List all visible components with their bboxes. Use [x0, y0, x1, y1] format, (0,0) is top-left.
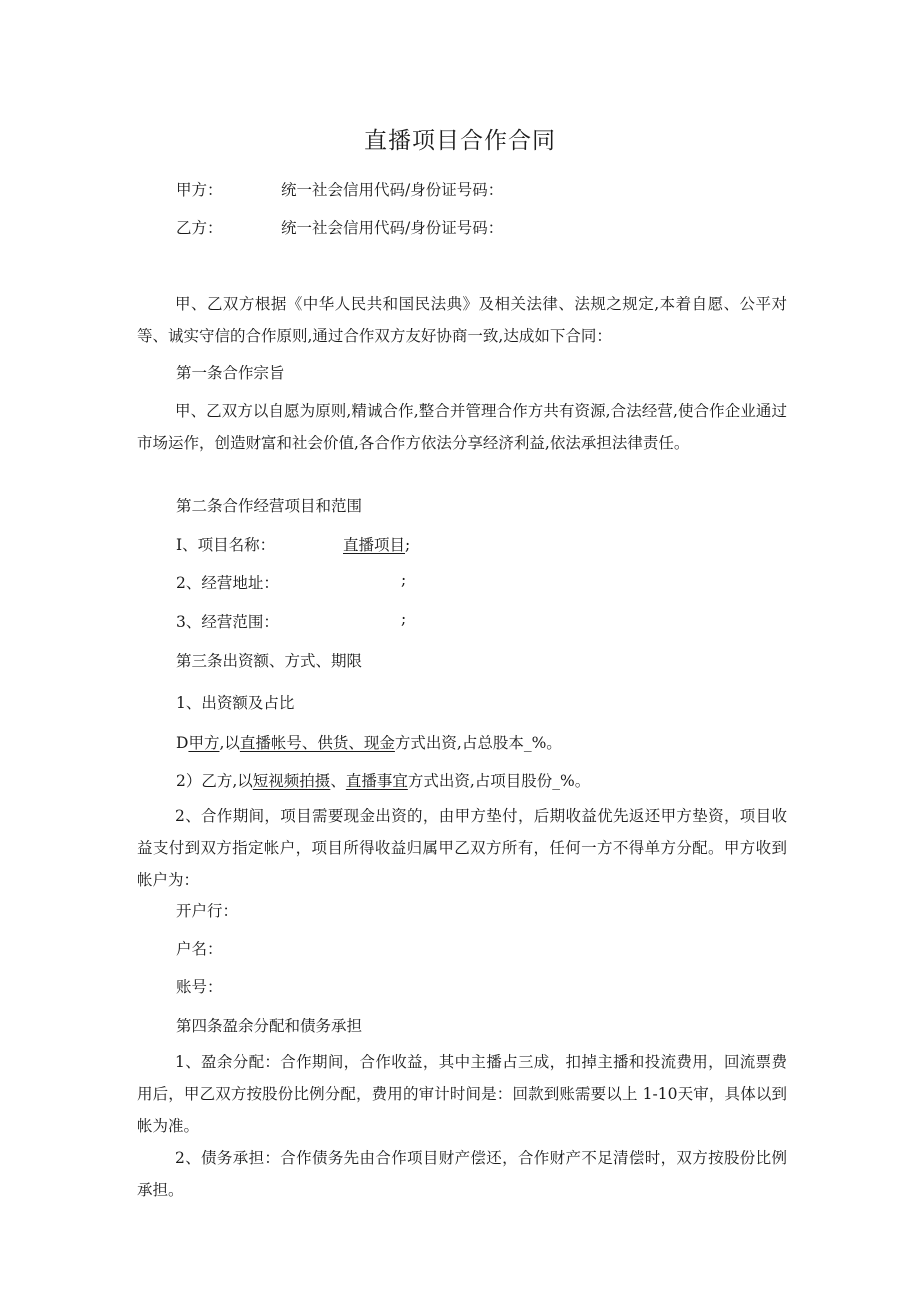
- article-3-sub2: 2、合作期间，项目需要现金出资的，由甲方垫付，后期收益优先返还甲方垫资，项目收益支付到双方指定帐户，项目所得收益归属甲乙双方所有，任何一方不得单方分配。甲方收到帐户为：: [137, 807, 787, 889]
- article-1-heading: 第一条合作宗旨: [176, 364, 285, 382]
- party-b-contribution-method-2: 直播事宜: [345, 772, 408, 790]
- party-b-label: 乙方：: [176, 219, 223, 237]
- party-a-contribution: [176, 731, 562, 753]
- intro-paragraph: 甲、乙双方根据《中华人民共和国民法典》及相关法律、法规之规定,本着自愿、公平对等、诚实守信的合作原则,通过合作双方友好协商一致,达成如下合同：: [137, 295, 787, 345]
- account-name-label: 户名：: [176, 940, 223, 958]
- party-a-contribution-prefix: D: [176, 734, 189, 752]
- party-a-contribution-suffix: 方式出资,占总股本_%。: [394, 734, 562, 752]
- project-name-value: 直播项目: [343, 536, 406, 554]
- article-2-heading: 第二条合作经营项目和范围: [176, 497, 363, 515]
- party-a-label: 甲方：: [176, 181, 223, 199]
- project-name-label: I、项目名称：: [176, 536, 276, 554]
- party-a-credit-code: 统一社会信用代码/身份证号码：: [281, 181, 504, 199]
- article-4-profit-distribution: 1、盈余分配：合作期间，合作收益，其中主播占三成，扣掉主播和投流费用，回流票费用后，甲乙双方按股份比例分配，费用的审计时间是：回款到账需要以上 1-10天审，具体以到帐为准。: [137, 1053, 787, 1135]
- project-name-field: [343, 533, 410, 555]
- project-name-end: ;: [405, 536, 411, 554]
- article-3-sub1: 1、出资额及占比: [176, 694, 295, 712]
- business-address-end: ;: [401, 571, 407, 589]
- party-b-credit-code: 统一社会信用代码/身份证号码：: [281, 219, 504, 237]
- article-4-heading: 第四条盈余分配和债务承担: [176, 1017, 363, 1035]
- party-b-contribution: [176, 769, 590, 791]
- party-a-contribution-method: 直播帐号、供货、现金: [239, 734, 395, 752]
- party-b-contribution-suffix: 方式出资,占项目股份_%。: [407, 772, 591, 790]
- article-3-heading: 第三条出资额、方式、期限: [176, 652, 363, 670]
- party-a-contribution-party: 甲方: [188, 734, 220, 752]
- party-b-contribution-method-1: 短视频拍摄: [252, 772, 331, 790]
- business-scope-end: ;: [401, 610, 407, 628]
- article-1-body: 甲、乙双方以自愿为原则,精诚合作,整合并管理合作方共有资源,合法经营,使合作企业通过市场运作，创造财富和社会价值,各合作方依法分享经济利益,依法承担法律责任。: [137, 402, 787, 452]
- article-4-debt: 2、债务承担：合作债务先由合作项目财产偿还，合作财产不足清偿时，双方按股份比例承担。: [137, 1149, 787, 1199]
- business-scope-label: 3、经营范围：: [176, 613, 279, 631]
- party-b-contribution-sep: 、: [330, 772, 346, 790]
- business-address-label: 2、经营地址：: [176, 574, 279, 592]
- party-a-contribution-mid: ,以: [219, 734, 240, 752]
- document-title: 直播项目合作合同: [364, 128, 556, 154]
- bank-label: 开户行：: [176, 902, 239, 920]
- account-number-label: 账号：: [176, 978, 223, 996]
- party-b-contribution-prefix: 2）乙方,以: [176, 772, 253, 790]
